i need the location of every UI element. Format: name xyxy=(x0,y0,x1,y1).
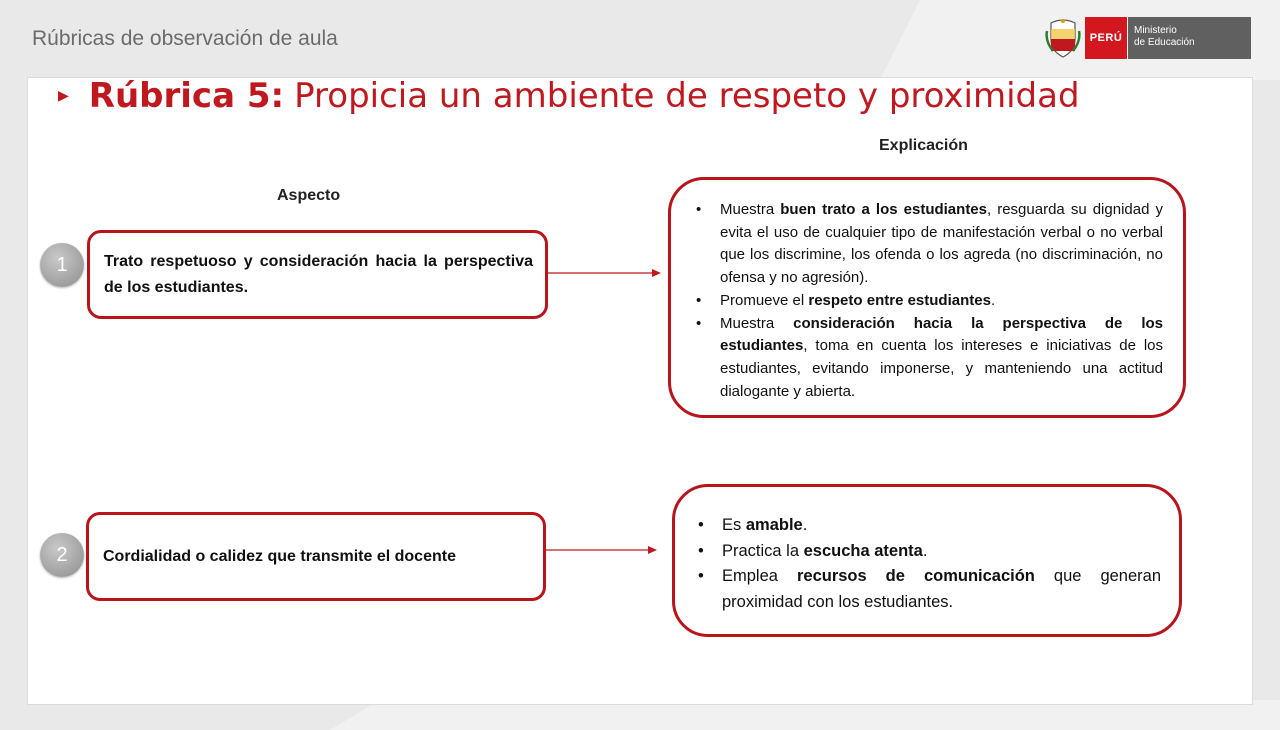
explanation-item: • Emplea recursos de comunicación que generan proximidad con los estudiantes. xyxy=(722,564,1161,615)
rubric-label: Rúbrica 5: xyxy=(88,76,285,116)
emphasis-text: consideración hacia la perspectiva de los estudiantes xyxy=(720,314,1163,355)
aspect-box-2 xyxy=(86,512,546,601)
rubric-title xyxy=(58,76,1080,116)
arrow-icon xyxy=(546,542,661,558)
ministry-logo xyxy=(1045,17,1251,59)
aspect-text-2: Cordialidad o calidez que transmite el docente xyxy=(103,547,456,565)
triangle-bullet-icon: ▶ xyxy=(58,88,69,104)
explanation-item: • Promueve el respeto entre estudiantes. xyxy=(720,290,1163,313)
aspect-number-1: 1 xyxy=(40,243,84,287)
aspect-box-1 xyxy=(87,230,548,319)
emphasis-text: buen trato a los estudiantes xyxy=(780,201,987,218)
explanation-box-2 xyxy=(672,484,1182,637)
explanation-box-1 xyxy=(668,177,1186,418)
explanation-item: • Muestra consideración hacia la perspectiva de los estudiantes, toma en cuenta los intereses e iniciativas de los estudiantes, evitando imponerse, y manteniendo una actitud dialogante y abierta. xyxy=(720,313,1163,404)
emphasis-text: amable xyxy=(745,516,803,534)
emphasis-text: respeto entre estudiantes xyxy=(808,291,991,309)
explanation-item: • Muestra buen trato a los estudiantes, resguarda su dignidad y evita el uso de cualquier tipo de manifestación verbal o no verbal que los discrimine, los ofenda o los agreda (no discriminación, no ofensa y no agresión). xyxy=(720,199,1163,290)
explanation-list-2 xyxy=(678,513,1161,615)
arrow-icon xyxy=(548,265,663,281)
explanation-list-1 xyxy=(676,199,1163,403)
explanation-item: • Practica la escucha atenta. xyxy=(722,539,1161,565)
ministry-line-1: Ministerio xyxy=(1134,25,1177,36)
aspect-text-1: Trato respetuoso y consideración hacia la perspectiva de los estudiantes. xyxy=(104,252,533,296)
coat-of-arms-icon xyxy=(1045,17,1081,59)
ministry-label xyxy=(1127,17,1251,59)
rubric-title-text: Propicia un ambiente de respeto y proximidad xyxy=(294,76,1080,116)
header-title: Rúbricas de observación de aula xyxy=(32,27,338,50)
emphasis-text: recursos de comunicación xyxy=(796,567,1035,585)
explanation-heading: Explicación xyxy=(879,137,968,154)
aspect-number-2: 2 xyxy=(40,533,84,577)
ministry-line-2: de Educación xyxy=(1134,37,1195,48)
aspect-heading: Aspecto xyxy=(277,187,341,204)
explanation-item: • Es amable. xyxy=(722,513,1161,539)
peru-label: PERÚ xyxy=(1085,17,1127,59)
emphasis-text: escucha atenta xyxy=(803,541,923,560)
